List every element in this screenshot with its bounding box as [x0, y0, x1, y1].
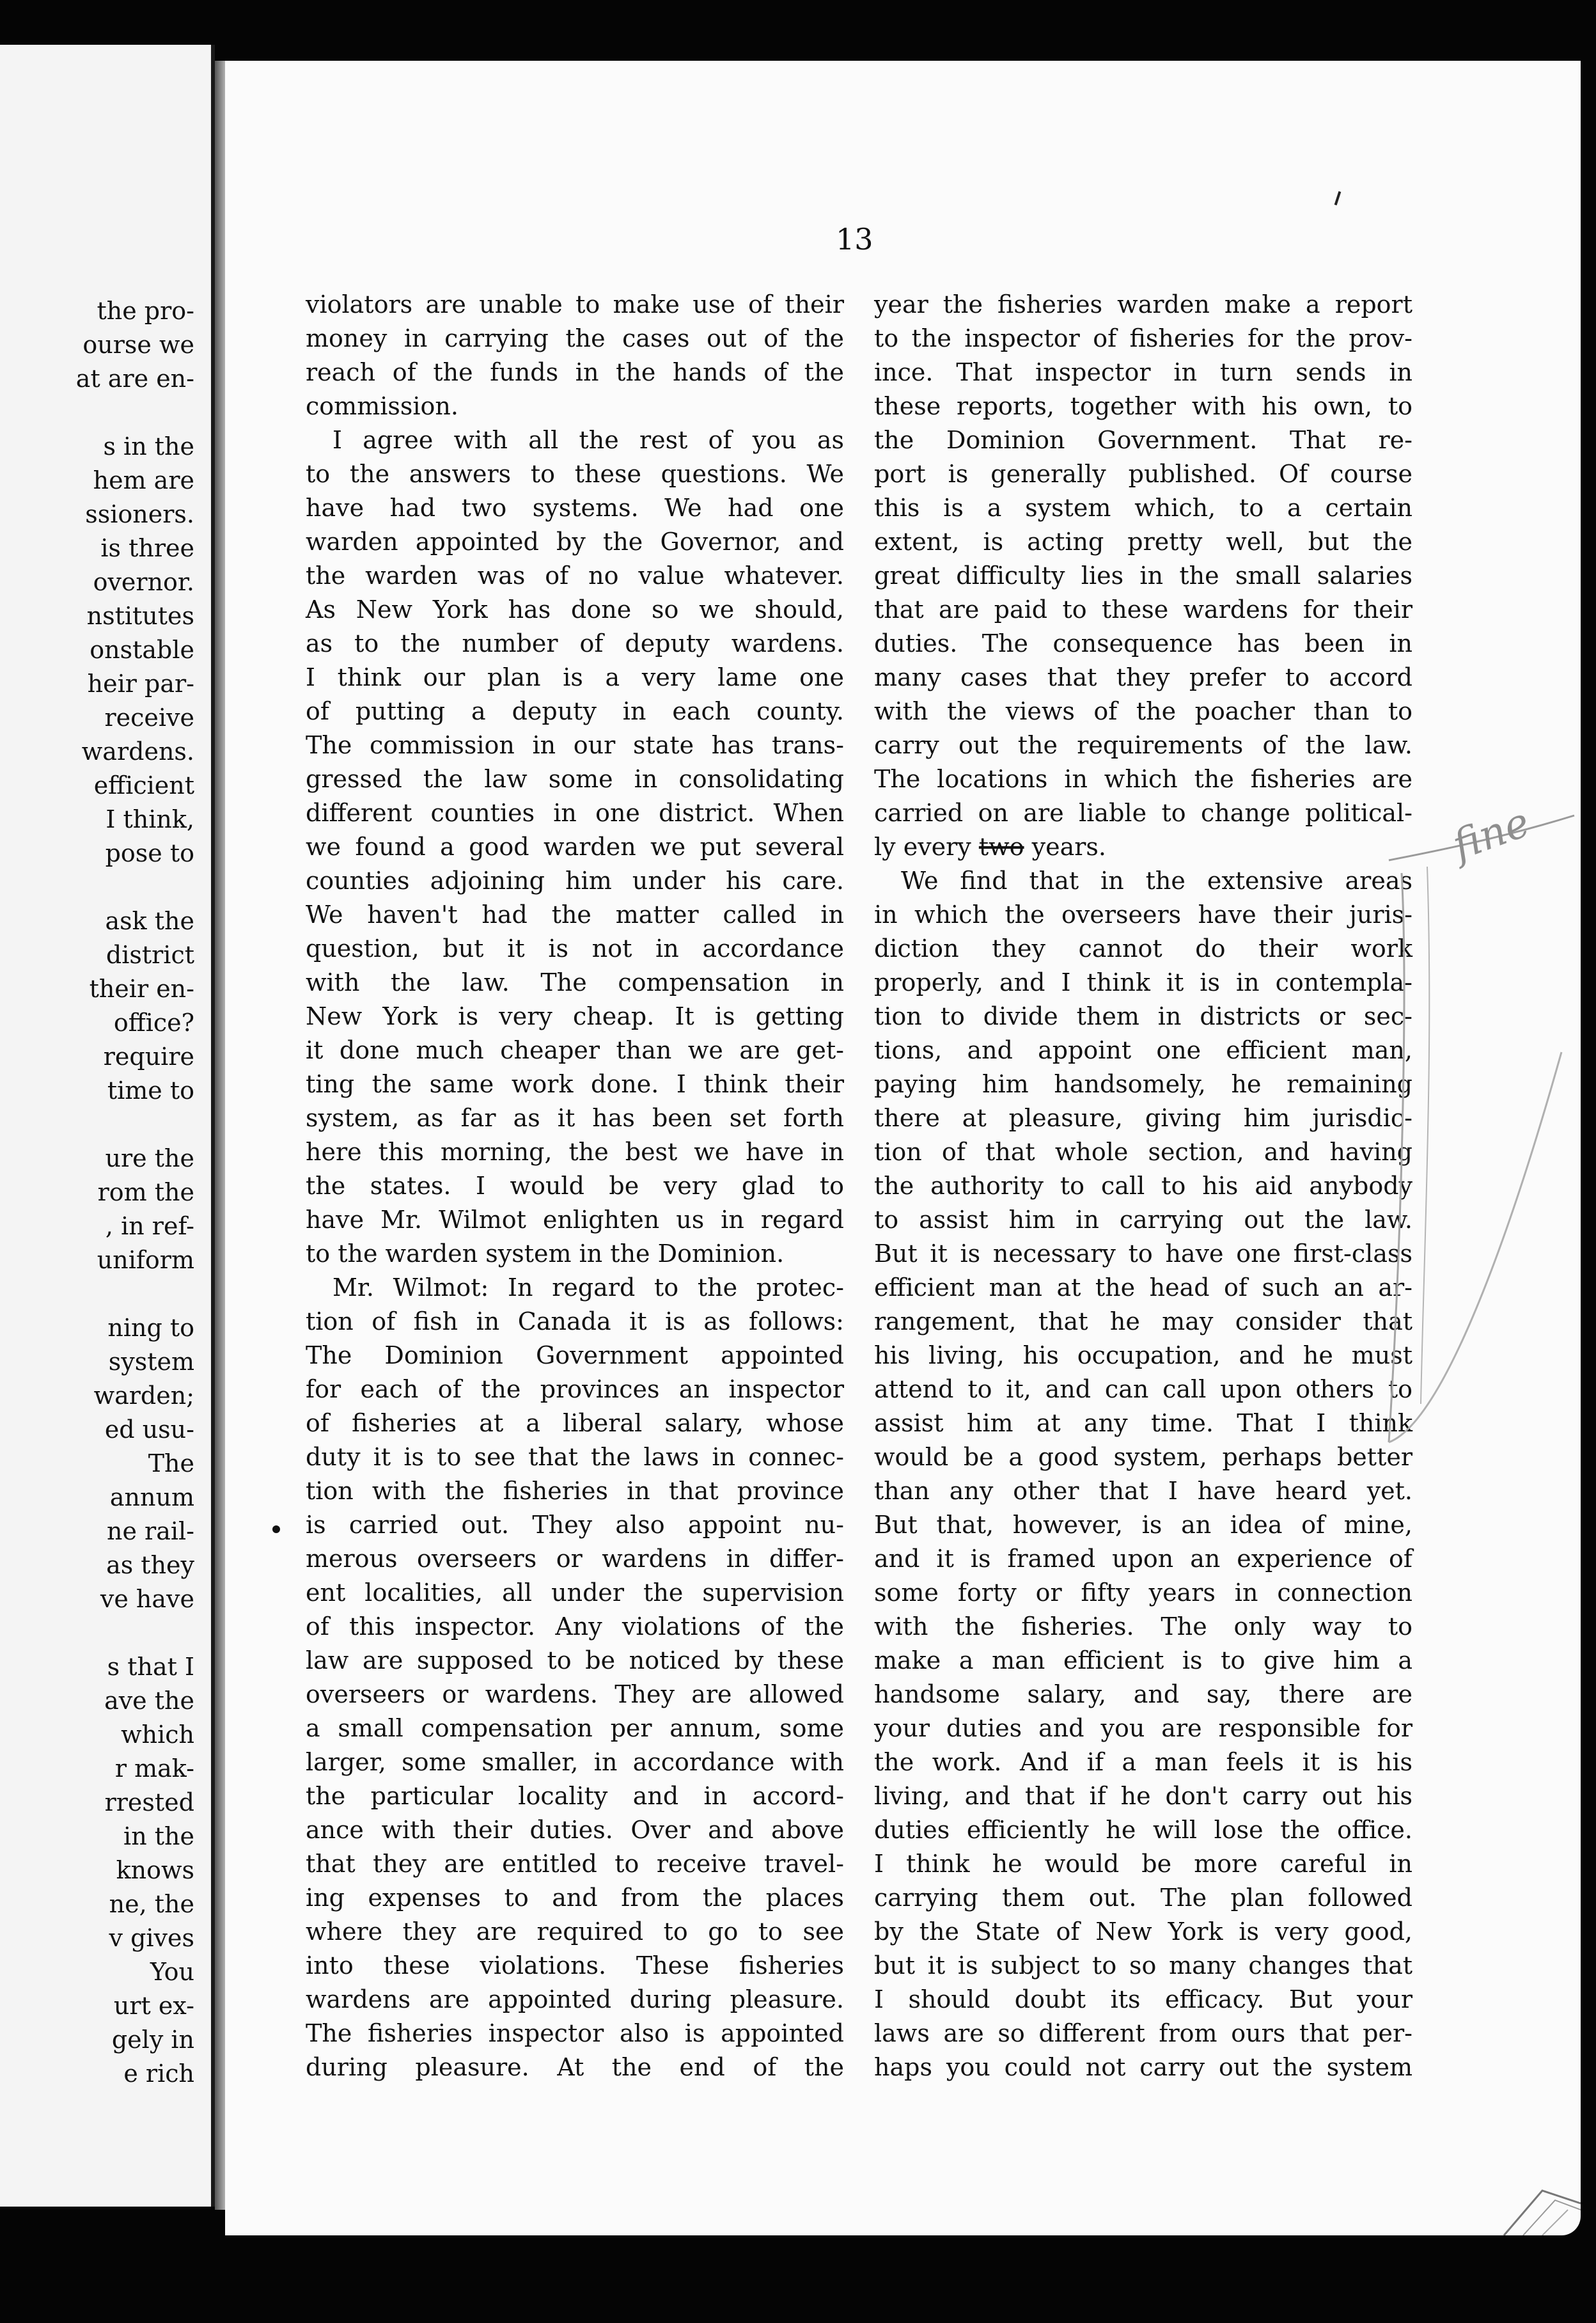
text-line: there at pleasure, giving him jurisdic- — [874, 1104, 1412, 1132]
facing-page-line: The — [148, 1449, 194, 1477]
text-line: the states. I would be very glad to — [306, 1172, 844, 1200]
text-line: assist him at any time. That I think — [874, 1409, 1412, 1437]
text-line: that they are entitled to receive travel- — [306, 1850, 844, 1878]
facing-page-line: ssioners. — [85, 500, 194, 528]
text-line: this is a system which, to a certain — [874, 494, 1412, 522]
facing-page-line: ourse we — [82, 331, 194, 359]
facing-page-line: wardens. — [81, 737, 194, 766]
text-line: But that, however, is an idea of mine, — [874, 1511, 1412, 1539]
text-line: haps you could not carry out the system — [874, 2053, 1412, 2081]
text-line: overseers or wardens. They are allowed — [306, 1680, 844, 1708]
text-line: than any other that I have heard yet. — [874, 1477, 1412, 1505]
text-line: carry out the requirements of the law. — [874, 731, 1412, 759]
facing-page-line: ask the — [105, 907, 194, 935]
text-line: counties adjoining him under his care. — [306, 867, 844, 895]
text-line: for each of the provinces an inspector — [306, 1375, 844, 1403]
text-line: ly every two years. — [874, 833, 1106, 861]
text-line: tion of fish in Canada it is as follows: — [306, 1307, 844, 1335]
text-line: tion to divide them in districts or sec- — [874, 1002, 1412, 1030]
text-line: a small compensation per annum, some — [306, 1714, 844, 1742]
text-line: is carried out. They also appoint nu- — [306, 1511, 844, 1539]
facing-page-line: You — [150, 1958, 194, 1986]
text-line: carrying them out. The plan followed — [874, 1884, 1412, 1912]
text-line: handsome salary, and say, there are — [874, 1680, 1412, 1708]
text-line: law are supposed to be noticed by these — [306, 1646, 844, 1674]
text-line: his living, his occupation, and he must — [874, 1341, 1412, 1369]
facing-page-line: efficient — [93, 771, 194, 799]
facing-page-line: uniform — [97, 1246, 194, 1274]
text-line: I think he would be more careful in — [874, 1850, 1412, 1878]
text-line: commission. — [306, 392, 458, 420]
text-line: violators are unable to make use of their — [306, 290, 844, 319]
text-line: that are paid to these wardens for their — [874, 595, 1412, 624]
text-line: and it is framed upon an experience of — [874, 1545, 1412, 1573]
text-line: New York is very cheap. It is getting — [306, 1002, 844, 1030]
facing-page-line: nstitutes — [86, 602, 194, 630]
text-line: tion of that whole section, and having — [874, 1138, 1412, 1166]
pencil-word: fine — [1446, 798, 1536, 870]
text-line: the warden was of no value whatever. — [306, 562, 844, 590]
text-line: of fisheries at a liberal salary, whose — [306, 1409, 844, 1437]
text-line: The locations in which the fisheries are — [874, 765, 1412, 793]
text-line: The commission in our state has trans- — [306, 731, 844, 759]
facing-page-line: require — [103, 1043, 194, 1071]
text-line: to assist him in carrying out the law. — [874, 1206, 1412, 1234]
pencil-marginalia — [1363, 796, 1581, 1468]
document-page — [225, 61, 1581, 2235]
text-line: many cases that they prefer to accord — [874, 663, 1412, 691]
text-line: with the law. The compensation in — [306, 968, 844, 996]
facing-page-line: ave the — [104, 1687, 194, 1715]
facing-page-line: e rich — [123, 2059, 194, 2088]
facing-page-line: r mak- — [114, 1754, 194, 1783]
text-line: by the State of New York is very good, — [874, 1917, 1412, 1946]
facing-page-line: , in ref- — [105, 1212, 194, 1240]
text-line: paying him handsomely, he remaining — [874, 1070, 1412, 1098]
text-line: attend to it, and can call upon others to — [874, 1375, 1412, 1403]
text-line: have Mr. Wilmot enlighten us in regard — [306, 1206, 844, 1234]
facing-page-line: the pro- — [97, 297, 194, 325]
text-line: the work. And if a man feels it is his — [874, 1748, 1412, 1776]
text-line: gressed the law some in consolidating — [306, 765, 844, 793]
text-line: make a man efficient is to give him a — [874, 1646, 1412, 1674]
margin-ink-dot — [272, 1525, 280, 1533]
text-line: with the views of the poacher than to — [874, 697, 1412, 725]
facing-page-line: ning to — [107, 1314, 194, 1342]
text-line: reach of the funds in the hands of the — [306, 358, 844, 386]
text-line: port is generally published. Of course — [874, 460, 1412, 488]
text-line: carried on are liable to change political- — [874, 799, 1412, 827]
text-line: laws are so different from ours that per- — [874, 2019, 1412, 2047]
text-line: warden appointed by the Governor, and — [306, 528, 844, 556]
text-line: into these violations. These fisheries — [306, 1951, 844, 1980]
text-line: here this morning, the best we have in — [306, 1138, 844, 1166]
text-line: the Dominion Government. That re- — [874, 426, 1412, 454]
text-line: rangement, that he may consider that — [874, 1307, 1412, 1335]
text-line: of this inspector. Any violations of the — [306, 1612, 844, 1641]
ink-tick-mark — [1334, 191, 1342, 205]
text-line: As New York has done so we should, — [306, 595, 844, 624]
text-line: I agree with all the rest of you as — [332, 426, 844, 454]
text-line: have had two systems. We had one — [306, 494, 844, 522]
facing-page-line: receive — [104, 704, 194, 732]
facing-page-line: office? — [113, 1009, 194, 1037]
text-line: duties efficiently he will lose the office. — [874, 1816, 1412, 1844]
text-line: The fisheries inspector also is appointed — [306, 2019, 844, 2047]
text-line: it done much cheaper than we are get- — [306, 1036, 844, 1064]
facing-page-line: onstable — [90, 636, 194, 664]
text-line: in which the overseers have their juris- — [874, 901, 1412, 929]
text-line: different counties in one district. When — [306, 799, 844, 827]
text-line: merous overseers or wardens in differ- — [306, 1545, 844, 1573]
text-line: wardens are appointed during pleasure. — [306, 1985, 844, 2013]
struck-word: two — [978, 833, 1024, 861]
facing-page-line: which — [121, 1721, 194, 1749]
text-line: ent localities, all under the supervision — [306, 1579, 844, 1607]
text-line: duty it is to see that the laws in connec- — [306, 1443, 844, 1471]
text-line: ing expenses to and from the places — [306, 1884, 844, 1912]
text-line: with the fisheries. The only way to — [874, 1612, 1412, 1641]
facing-page-line: pose to — [105, 839, 194, 867]
text-line: where they are required to go to see — [306, 1917, 844, 1946]
text-line: the particular locality and in accord- — [306, 1782, 844, 1810]
facing-page-line: hem are — [93, 466, 194, 494]
text-line: The Dominion Government appointed — [306, 1341, 844, 1369]
facing-page-line: in the — [123, 1822, 194, 1850]
text-line: We haven't had the matter called in — [306, 901, 844, 929]
facing-page-line: s in the — [103, 432, 194, 461]
text-line: Mr. Wilmot: In regard to the protec- — [332, 1273, 844, 1302]
page-number: 13 — [836, 222, 873, 256]
facing-page-line: gely in — [111, 2026, 194, 2054]
text-column-left — [306, 288, 844, 2084]
facing-page-line: ed usu- — [104, 1415, 194, 1444]
text-line: to the answers to these questions. We — [306, 460, 844, 488]
text-line: money in carrying the cases out of the — [306, 324, 844, 352]
text-line: question, but it is not in accordance — [306, 934, 844, 963]
facing-page-line: is three — [100, 534, 194, 562]
text-line: I should doubt its efficacy. But your — [874, 1985, 1412, 2013]
facing-page-line: ne rail- — [106, 1517, 194, 1545]
text-line: We find that in the extensive areas — [901, 867, 1412, 895]
text-line: your duties and you are responsible for — [874, 1714, 1412, 1742]
text-line: of putting a deputy in each county. — [306, 697, 844, 725]
text-line: year the fisheries warden make a report — [874, 290, 1412, 319]
facing-page-line: rrested — [104, 1788, 194, 1816]
text-line: But it is necessary to have one first-class — [874, 1240, 1412, 1268]
text-line: living, and that if he don't carry out his — [874, 1782, 1412, 1810]
facing-page-line: overnor. — [93, 568, 194, 596]
text-line: as to the number of deputy wardens. — [306, 629, 844, 658]
text-line: to the warden system in the Dominion. — [306, 1240, 785, 1268]
text-line: to the inspector of fisheries for the prov- — [874, 324, 1412, 352]
text-column-right — [874, 288, 1412, 2084]
text-line: would be a good system, perhaps better — [874, 1443, 1412, 1471]
facing-page-line: system — [108, 1348, 194, 1376]
text-line: system, as far as it has been set forth — [306, 1104, 844, 1132]
facing-page-line: ure the — [105, 1144, 194, 1172]
text-line: ince. That inspector in turn sends in — [874, 358, 1412, 386]
facing-page-line: knows — [116, 1856, 194, 1884]
facing-page-line: v gives — [109, 1924, 194, 1952]
text-line: but it is subject to so many changes that — [874, 1951, 1412, 1980]
facing-page-line: ve have — [100, 1585, 194, 1613]
facing-page-line: at are en- — [75, 365, 194, 393]
facing-page-line: as they — [106, 1551, 194, 1579]
facing-page-line: their en- — [89, 975, 194, 1003]
text-line: extent, is acting pretty well, but the — [874, 528, 1412, 556]
facing-page-line: district — [106, 941, 194, 969]
facing-page-line: annum — [109, 1483, 194, 1511]
text-line: these reports, together with his own, to — [874, 392, 1412, 420]
text-line: larger, some smaller, in accordance with — [306, 1748, 844, 1776]
text-line: properly, and I think it is in contempla- — [874, 968, 1412, 996]
facing-page-line: s that I — [107, 1653, 194, 1681]
facing-page-line: I think, — [106, 805, 194, 833]
text-line: we found a good warden we put several — [306, 833, 844, 861]
facing-page-line: time to — [107, 1076, 194, 1105]
facing-page-line: heir par- — [87, 670, 194, 698]
facing-page-fragment — [0, 45, 215, 2207]
facing-page-line: ne, the — [109, 1890, 194, 1918]
facing-page-line: urt ex- — [113, 1992, 194, 2020]
text-line: ance with their duties. Over and above — [306, 1816, 844, 1844]
text-line: some forty or fifty years in connection — [874, 1579, 1412, 1607]
text-line: I think our plan is a very lame one — [306, 663, 844, 691]
text-line: duties. The consequence has been in — [874, 629, 1412, 658]
text-line: diction they cannot do their work — [874, 934, 1412, 963]
torn-corner — [1466, 2114, 1581, 2235]
text-line: tion with the fisheries in that province — [306, 1477, 844, 1505]
text-line: the authority to call to his aid anybody — [874, 1172, 1412, 1200]
text-line: efficient man at the head of such an ar- — [874, 1273, 1412, 1302]
facing-page-line: rom the — [97, 1178, 194, 1206]
text-line: great difficulty lies in the small salaries — [874, 562, 1412, 590]
facing-page-line: warden; — [93, 1382, 194, 1410]
text-line: tions, and appoint one efficient man, — [874, 1036, 1412, 1064]
text-line: during pleasure. At the end of the — [306, 2053, 844, 2081]
text-line: ting the same work done. I think their — [306, 1070, 844, 1098]
